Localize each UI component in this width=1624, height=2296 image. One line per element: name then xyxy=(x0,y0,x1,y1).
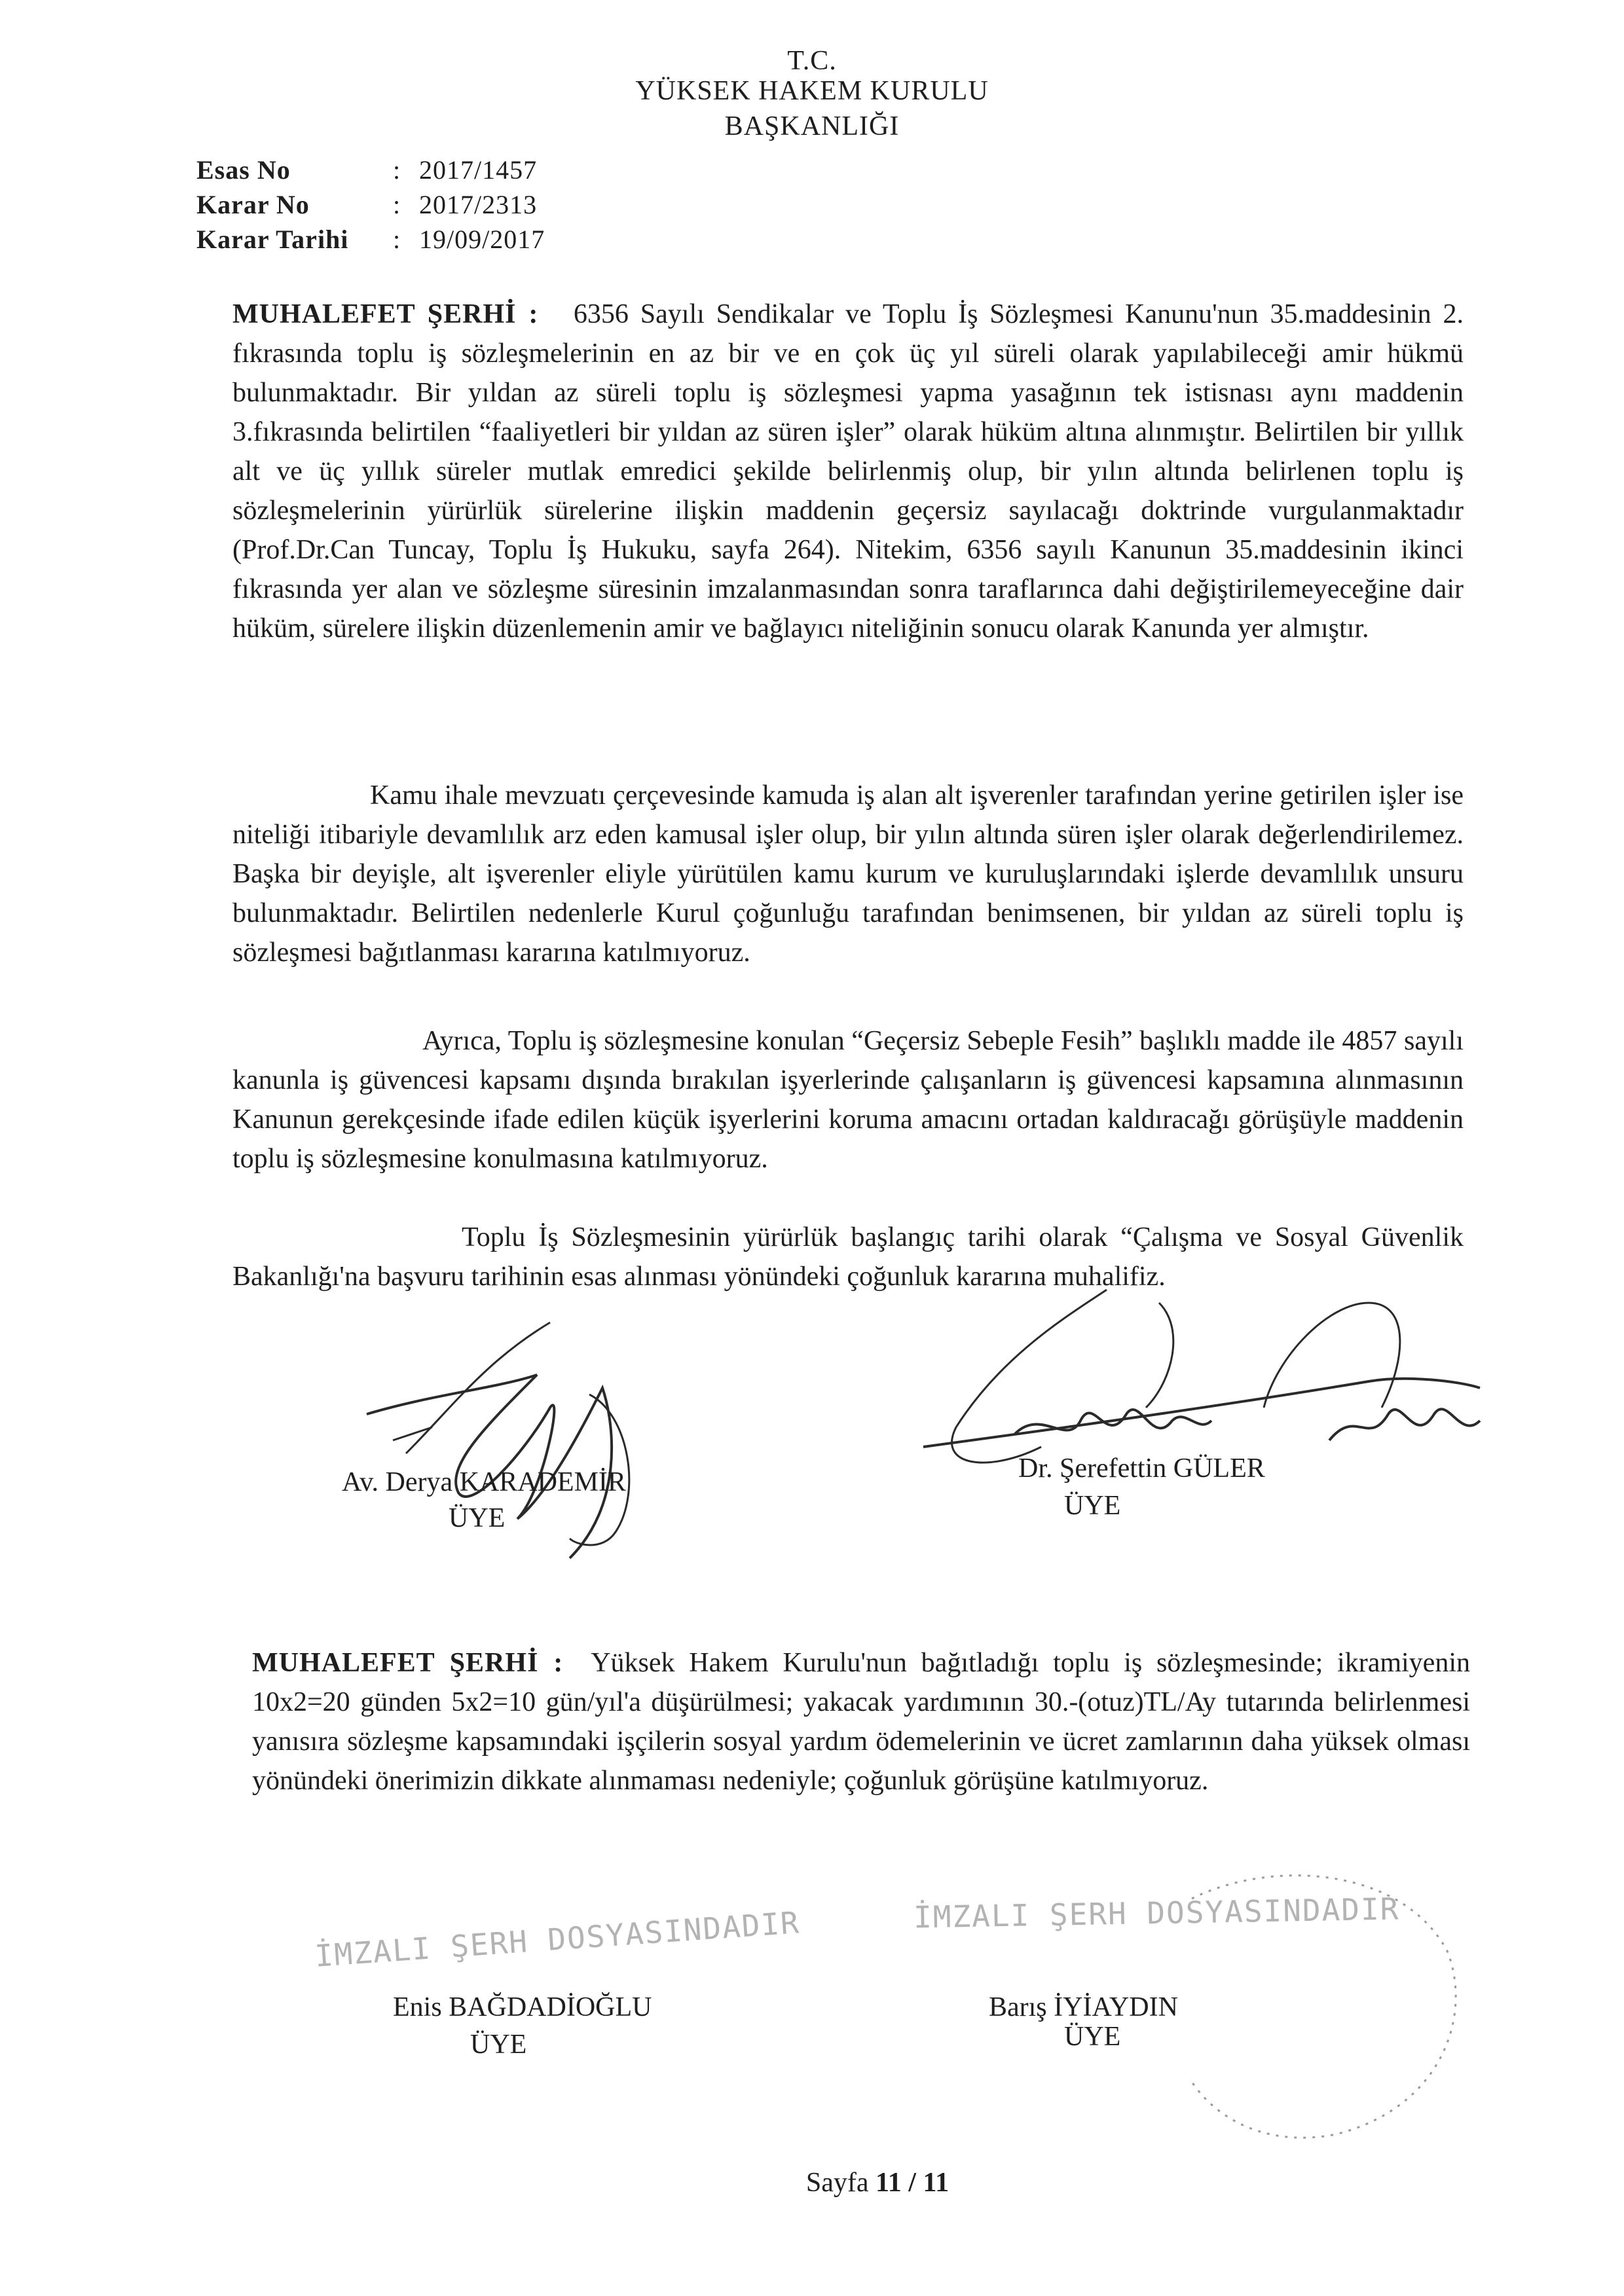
footer-prefix: Sayfa xyxy=(805,2168,869,2198)
page-number: 11 / 11 xyxy=(876,2168,950,2198)
signer3-name: Enis BAĞDADİOĞLU xyxy=(393,1992,652,2022)
meta-label: Karar Tarihi xyxy=(196,225,349,254)
signer2-name: Dr. Şerefettin GÜLER xyxy=(1018,1453,1265,1484)
signed-file-stamp-left: İMZALI ŞERH DOSYASINDADIR xyxy=(314,1904,802,1974)
dissent1-text4: Toplu İş Sözleşmesinin yürürlük başlangıç tarihi olarak “Çalışma ve Sosyal Güvenlik Bakanlığı'na başvuru tarihinin esas alınması yönündeki çoğunluk kararına muhalifiz. xyxy=(232,1222,1464,1292)
meta-label: Esas No xyxy=(196,155,291,185)
signer4-name: Barış İYİAYDIN xyxy=(989,1992,1178,2022)
dissent1-paragraph1 xyxy=(232,295,1464,648)
meta-value: 2017/1457 xyxy=(419,155,538,185)
meta-value: 19/09/2017 xyxy=(419,225,545,254)
meta-colon: : xyxy=(393,155,401,185)
meta-value: 2017/2313 xyxy=(419,190,538,219)
signer1-title: ÜYE xyxy=(449,1503,506,1533)
dissent1-text2: Kamu ihale mevzuatı çerçevesinde kamuda iş alan alt işverenler tarafından yerine getirilen işler ise niteliği itibariyle devamlılık arz eden kamusal işler olup, bir yılın altında süren işler olarak değerlendirilemez. Başka bir deyişle, alt işverenler eliyle yürütülen kamu kurum ve kuruluşlarındaki işlerde devamlılık unsuru bulunmaktadır. Belirtilen nedenlerle Kurul çoğunluğu tarafından benimsenen, bir yıldan az süreli toplu iş sözleşmesi bağıtlanması kararına katılmıyoruz. xyxy=(232,780,1464,968)
signer1-name: Av. Derya KARADEMİR xyxy=(342,1467,626,1497)
signer2-title: ÜYE xyxy=(1064,1491,1121,1521)
meta-colon: : xyxy=(393,225,401,254)
header-department: BAŞKANLIĞI xyxy=(724,111,900,141)
signature-karademir xyxy=(354,1296,694,1571)
signer4-title: ÜYE xyxy=(1064,2022,1121,2052)
dissent1-text1: 6356 Sayılı Sendikalar ve Toplu İş Sözleşmesi Kanunu'nun 35.maddesinin 2. fıkrasında toplu iş sözleşmelerinin en az bir ve en çok üç yıl süreli olarak yapılabileceği amir hükmü bulunmaktadır. Bir yıldan az süreli toplu iş sözleşmesi yapma yasağının tek istisnası aynı maddenin 3.fıkrasında belirtilen “faaliyetleri bir yıldan az süren işler” olarak hüküm altına alınmıştır. Belirtilen bir yıllık alt ve üç yıllık süreler mutlak emredici şekilde belirlenmiş olup, bir yılın altında belirlenen toplu iş sözleşmelerinin yürürlük sürelerine ilişkin maddenin geçersiz sayılacağı doktrinde vurgulanmaktadır (Prof.Dr.Can Tuncay, Toplu İş Hukuku, sayfa 264). Nitekim, 6356 sayılı Kanunun 35.maddesinin ikinci fıkrasında yer alan ve sözleşme süresinin imzalanmasından sonra taraflarınca dahi değiştirilemeyeceğine dair hüküm, sürelere ilişkin düzenlemenin amir ve bağlayıcı niteliğinin sonucu olarak Kanunda yer almıştır. xyxy=(232,299,1464,644)
signed-file-stamp-right: İMZALI ŞERH DOSYASINDADIR xyxy=(913,1891,1400,1935)
meta-colon: : xyxy=(393,190,401,219)
header-institution: YÜKSEK HAKEM KURULU xyxy=(635,76,989,106)
header-tc: T.C. xyxy=(787,46,837,76)
signer3-title: ÜYE xyxy=(470,2030,527,2060)
dissent1-text3: Ayrıca, Toplu iş sözleşmesine konulan “Geçersiz Sebeple Fesih” başlıklı madde ile 4857 sayılı kanunla iş güvencesi kapsamı dışında bırakılan işyerlerinde çalışanların iş güvencesi kapsamına alınmasının Kanunun gerekçesinde ifade edilen küçük işyerlerini koruma amacını ortadan kaldıracağı görüşüyle maddenin toplu iş sözleşmesine konulmasına katılmıyoruz. xyxy=(232,1026,1464,1174)
signature-guler xyxy=(871,1277,1513,1552)
meta-label: Karar No xyxy=(196,190,310,219)
dissent1-paragraph3 xyxy=(232,1021,1464,1178)
dissent1-heading: MUHALEFET ŞERHİ : xyxy=(232,299,539,329)
dissent1-paragraph2 xyxy=(232,776,1464,972)
dissent2-text: Yüksek Hakem Kurulu'nun bağıtladığı toplu iş sözleşmesinde; ikramiyenin 10x2=20 günden 5x2=10 gün/yıl'a düşürülmesi; yakacak yardımının 30.-(otuz)TL/Ay tutarında belirlenmesi yanısıra sözleşme kapsamındaki işçilerin sosyal yardım ödemelerinin ve ücret zamlarının daha yüksek olması yönündeki önerimizin dikkate alınmaması nedeniyle; çoğunluk görüşüne katılmıyoruz. xyxy=(252,1648,1470,1796)
stamp-outline xyxy=(1166,1859,1467,2147)
dissent2-heading: MUHALEFET ŞERHİ : xyxy=(252,1648,564,1678)
page-footer xyxy=(747,2167,1008,2198)
dissent2-paragraph xyxy=(252,1643,1470,1800)
